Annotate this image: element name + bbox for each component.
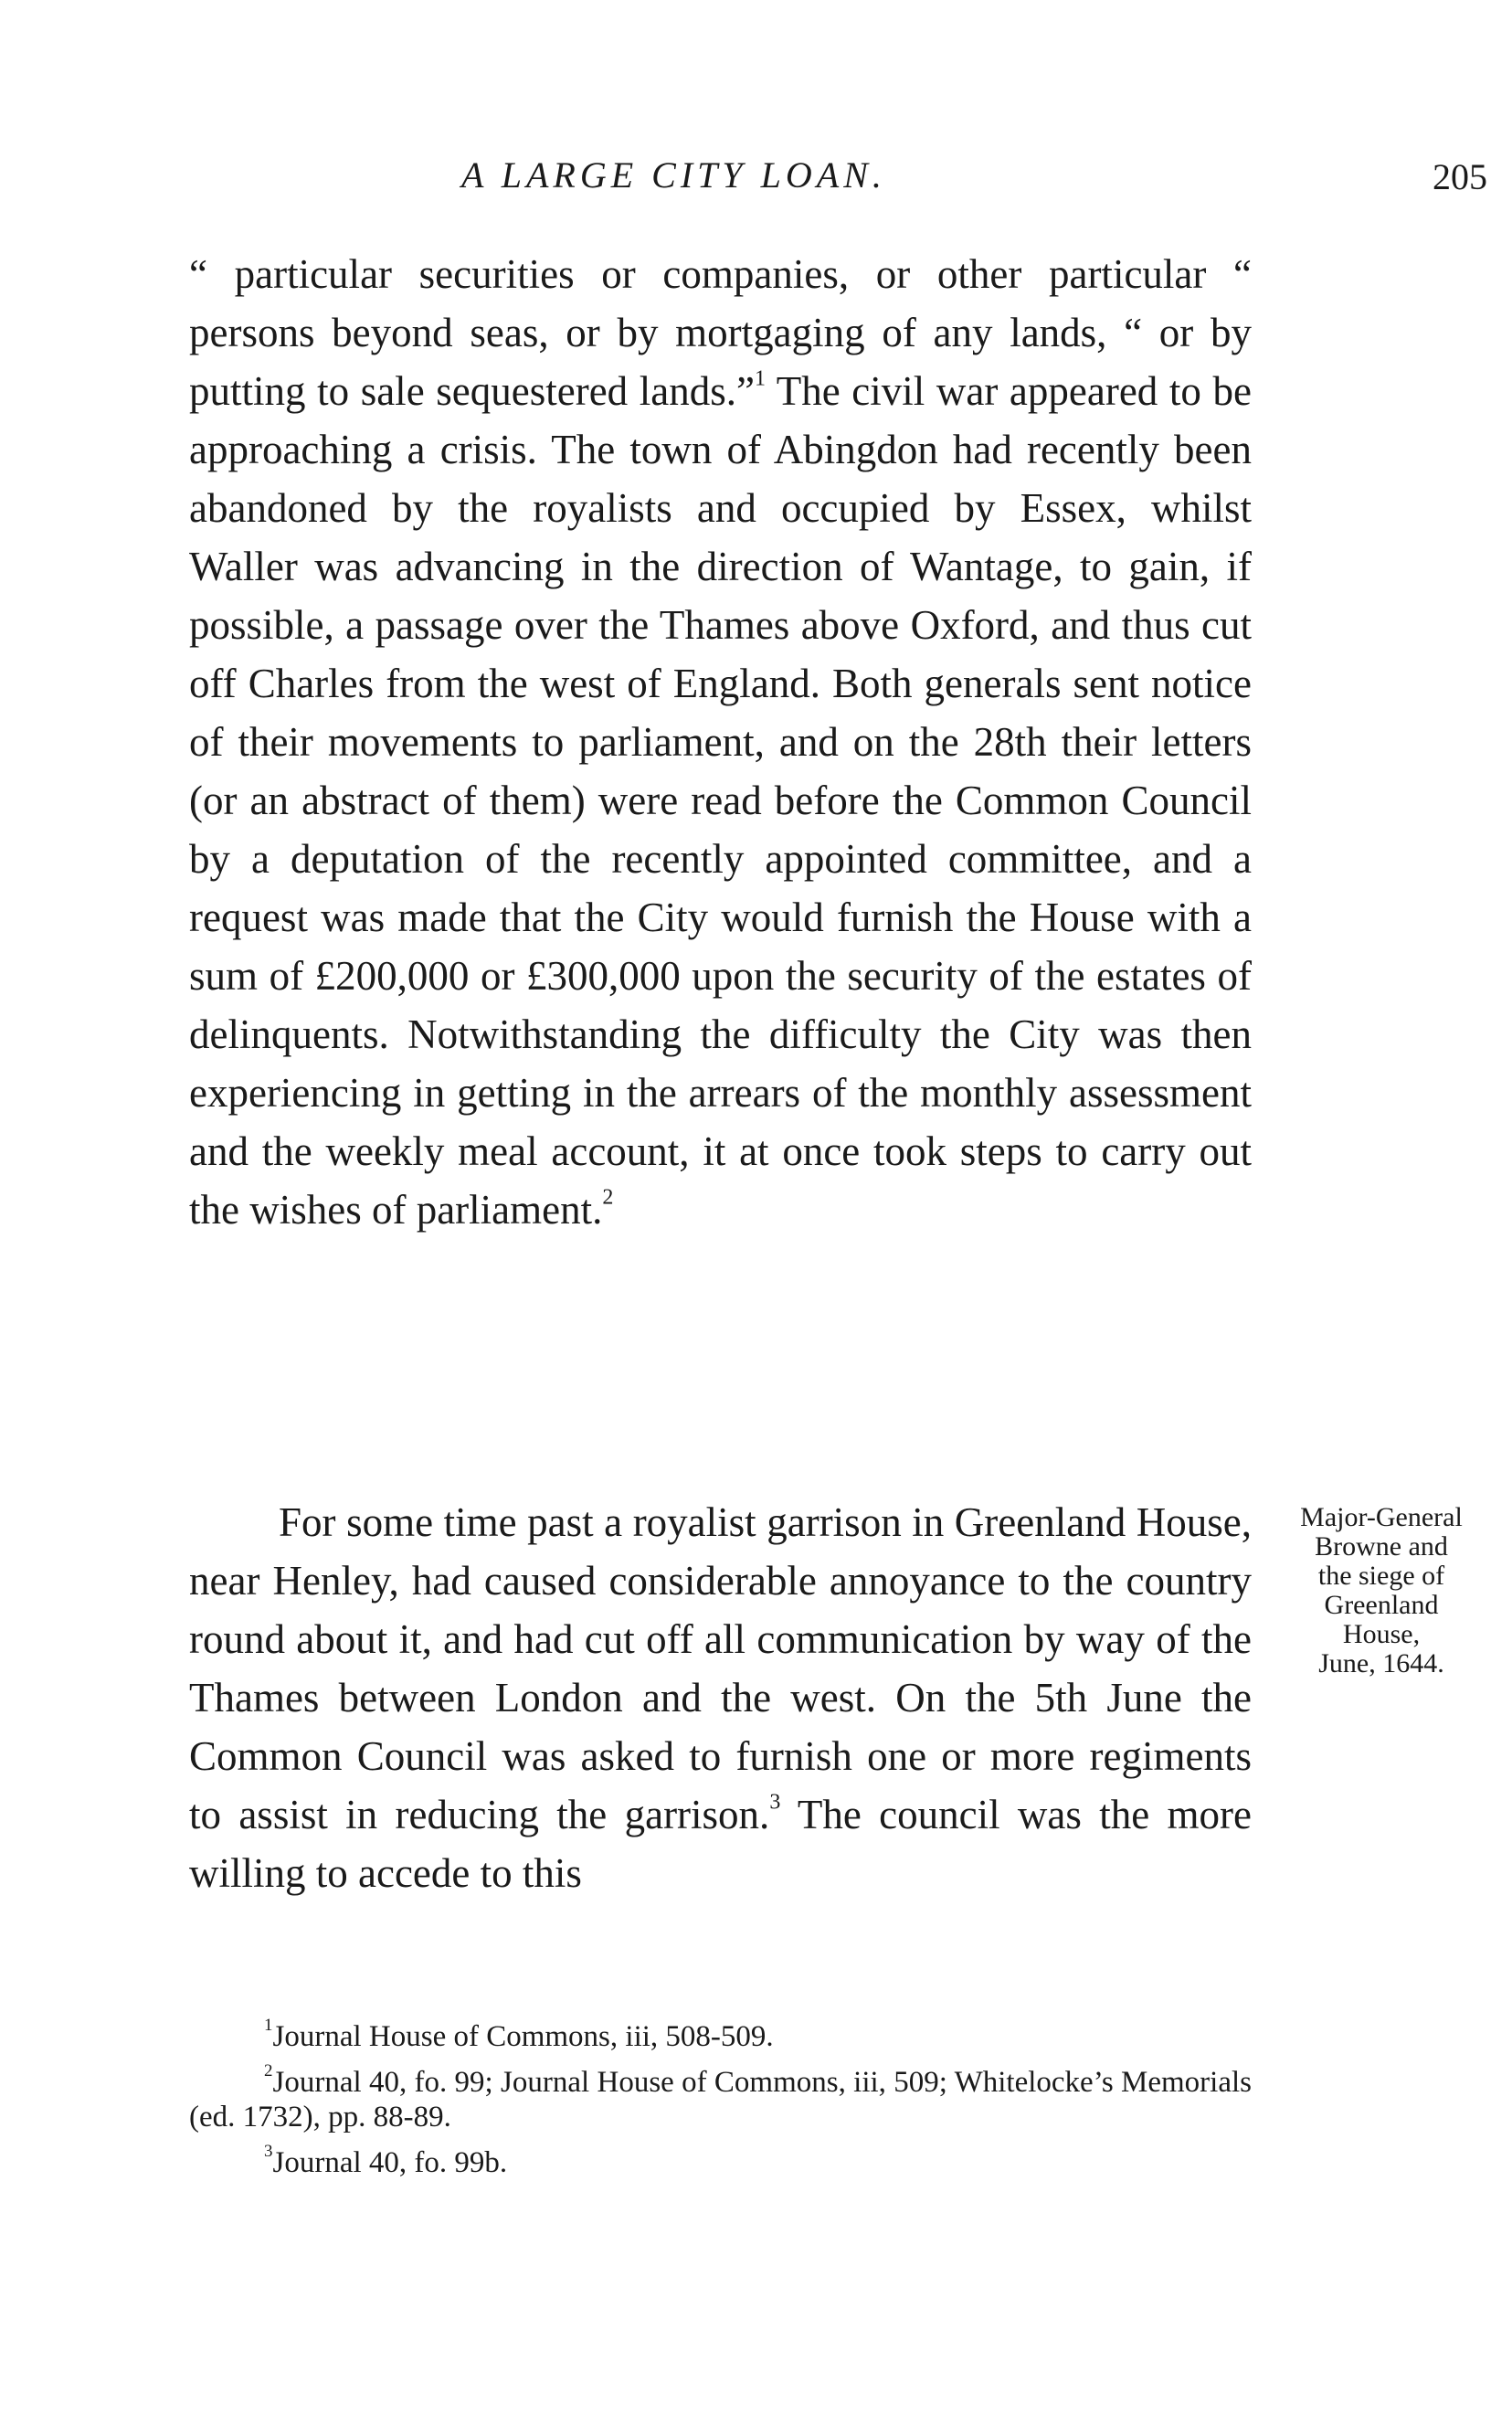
footnote-ref-2: 2: [602, 1185, 614, 1210]
footnote-text: Journal House of Commons, iii, 508-509.: [272, 2020, 774, 2053]
footnote-2: [189, 2060, 1252, 2134]
running-head: [0, 154, 1512, 208]
footnote-ref-3: 3: [769, 1790, 781, 1815]
body-paragraph-2: [189, 1493, 1252, 1902]
paragraph-2-text-b: The council was the more willing to accede to this: [189, 1792, 1252, 1896]
footnote-text: Journal 40, fo. 99; Journal House of Commons, iii, 509; Whitelocke’s Memorials (ed. 1732), pp. 88-89.: [189, 2066, 1252, 2133]
margin-note-line: Browne and: [1315, 1531, 1448, 1562]
page-number: 205: [1433, 156, 1487, 197]
margin-note-line: House,: [1342, 1619, 1421, 1649]
margin-note-line: Greenland: [1324, 1590, 1439, 1620]
footnote-ref-1: 1: [754, 366, 766, 391]
footnote-1: [189, 2015, 1252, 2054]
paragraph-2-text-a: For some time past a royalist garrison in Greenland House, near Henley, had caused considerable annoyance to the country round about it, and had cut off all communication by way of the Thames between London and the west. On the 5th June the Common Council was asked to furnish one or more regiments to assist in reducing the garrison.: [189, 1499, 1252, 1837]
paragraph-1-text-a: “ particular securities or companies, or other particular “ persons beyond seas, or by mortgaging of any lands, “ or by putting to sale sequestered lands.”: [189, 251, 1252, 414]
footnote-mark: 3: [264, 2141, 273, 2161]
footnote-mark: 1: [264, 2015, 273, 2035]
margin-note-line: the siege of: [1317, 1561, 1445, 1591]
margin-note-line: Major-General: [1300, 1502, 1463, 1532]
footnote-3: [189, 2141, 1252, 2180]
margin-note-line: June, 1644.: [1318, 1648, 1444, 1678]
footnote-mark: 2: [264, 2060, 273, 2080]
paragraph-1-text-b: The civil war appeared to be approaching a crisis. The town of Abingdon had recently been abandoned by the royalists and occupied by Essex, whilst Waller was advancing in the direction of Wantage, to gain, if possible, a passage over the Thames above Oxford, and thus cut off Charles from the west of England. Both generals sent notice of their movements to parliament, and on the 28th their letters (or an abstract of them) were read before the Common Council by a deputation of the recently appointed committee, and a request was made that the City would furnish the House with a sum of £200,000 or £300,000 upon the security of the estates of delinquents. Notwithstanding the difficulty the City was then experiencing in getting in the arrears of the monthly assessment and the weekly meal account, it at once took steps to carry out the wishes of parliament.: [189, 368, 1252, 1233]
running-title: A LARGE CITY LOAN.: [461, 154, 886, 196]
body-paragraph-1: [189, 245, 1252, 1239]
footnote-text: Journal 40, fo. 99b.: [272, 2146, 508, 2179]
footnotes: [189, 2015, 1252, 2191]
margin-note: [1272, 1503, 1491, 1678]
